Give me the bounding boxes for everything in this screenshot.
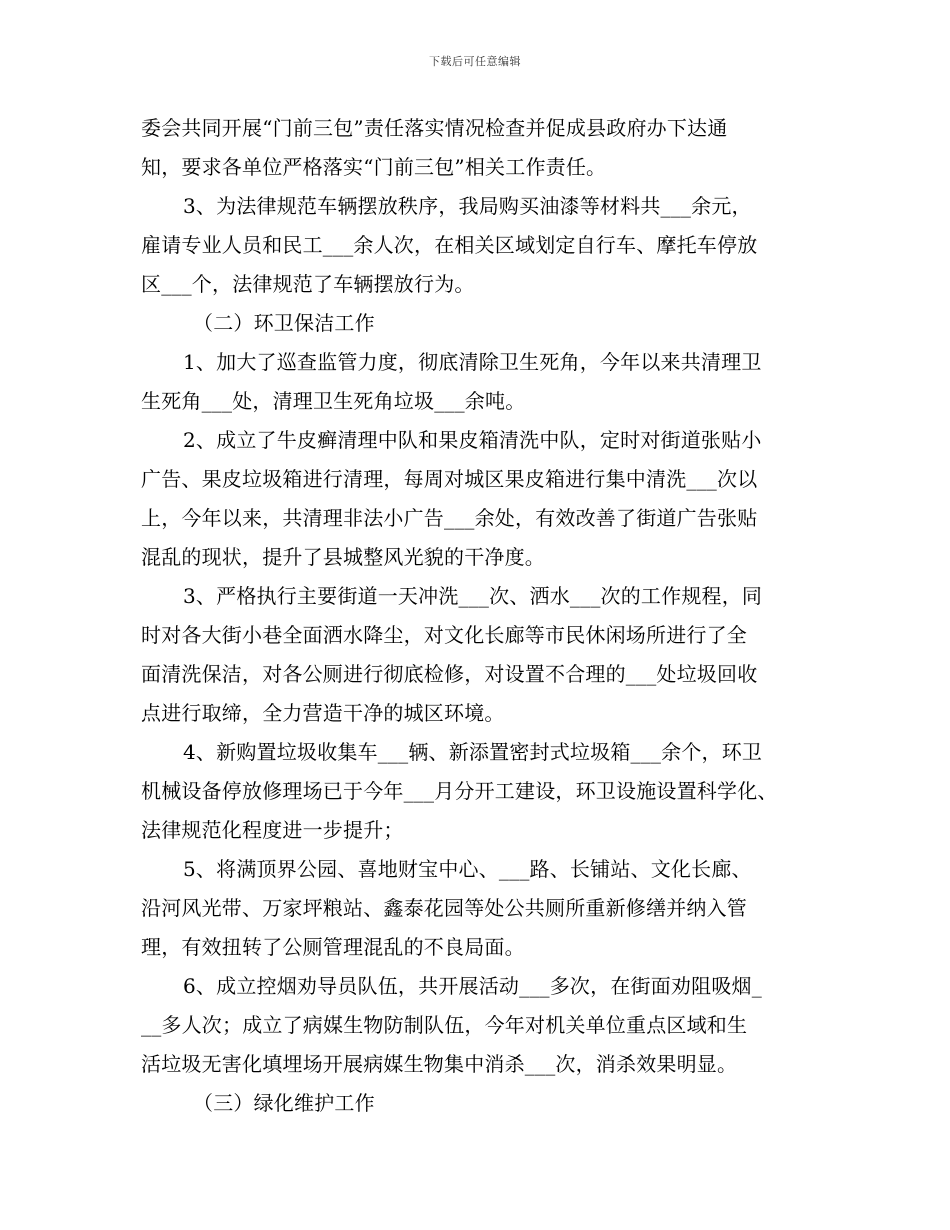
text-line: 混乱的现状，提升了县城整风光貌的干净度。 xyxy=(141,545,545,569)
section-heading: （三）绿化维护工作 xyxy=(193,1091,375,1115)
text-line: 上，今年以来，共清理非法小广告___余处，有效改善了街道广告张贴 xyxy=(141,506,758,530)
text-line: 4、新购置垃圾收集车___辆、新添置密封式垃圾箱___余个，环卫 xyxy=(183,740,763,764)
text-line: 3、严格执行主要街道一天冲洗___次、洒水___次的工作规程，同 xyxy=(183,584,763,608)
text-line: 1、加大了巡查监管力度，彻底清除卫生死角，今年以来共清理卫 xyxy=(183,350,762,374)
text-line: 6、成立控烟劝导员队伍，共开展活动___多次，在街面劝阻吸烟_ xyxy=(183,974,762,998)
text-line: 3、为法律规范车辆摆放秩序，我局购买油漆等材料共___余元， xyxy=(183,194,752,218)
text-line: __多人次；成立了病媒生物防制队伍，今年对机关单位重点区域和生 xyxy=(141,1013,748,1037)
text-line: 生死角___处，清理卫生死角垃圾___余吨。 xyxy=(141,389,526,413)
text-line: 活垃圾无害化填埋场开展病媒生物集中消杀___次，消杀效果明显。 xyxy=(141,1052,738,1076)
text-line: 法律规范化程度进一步提升； xyxy=(141,818,404,842)
text-line: 5、将满顶界公园、喜地财宝中心、___路、长铺站、文化长廊、 xyxy=(183,857,752,881)
text-line: 面清洗保洁，对各公厕进行彻底检修，对设置不合理的___处垃圾回收 xyxy=(141,662,758,686)
text-line: 机械设备停放修理场已于今年___月分开工建设，环卫设施设置科学化、 xyxy=(141,779,778,803)
section-heading: （二）环卫保洁工作 xyxy=(193,311,375,335)
text-line: 委会共同开展“门前三包”责任落实情况检查并促成县政府办下达通 xyxy=(141,116,728,140)
text-line: 2、成立了牛皮癣清理中队和果皮箱清洗中队，定时对街道张贴小 xyxy=(183,428,762,452)
text-line: 雇请专业人员和民工___余人次，在相关区域划定自行车、摩托车停放 xyxy=(141,233,758,257)
page-header: 下载后可任意编辑 xyxy=(429,55,521,68)
document-body xyxy=(141,112,826,1126)
text-line: 点进行取缔，全力营造干净的城区环境。 xyxy=(141,701,505,725)
text-line: 理，有效扭转了公厕管理混乱的不良局面。 xyxy=(141,935,525,959)
text-line: 知，要求各单位严格落实“门前三包”相关工作责任。 xyxy=(141,155,607,179)
text-line: 时对各大街小巷全面洒水降尘，对文化长廊等市民休闲场所进行了全 xyxy=(141,623,747,647)
text-line: 沿河风光带、万家坪粮站、鑫泰花园等处公共厕所重新修缮并纳入管 xyxy=(141,896,747,920)
text-line: 广告、果皮垃圾箱进行清理，每周对城区果皮箱进行集中清洗___次以 xyxy=(141,467,758,491)
text-line: 区___个，法律规范了车辆摆放行为。 xyxy=(141,272,475,296)
